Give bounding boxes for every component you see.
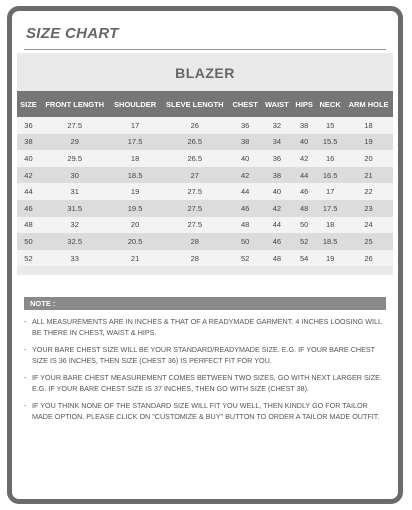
table-cell: 36: [261, 150, 292, 167]
table-cell: 17: [110, 117, 161, 134]
note-item: - IF YOU THINK NONE OF THE STANDARD SIZE WILL FIT YOU WELL, THEN KINDLY GO FOR TAILOR MADE OPTION. PLEASE CLICK ON "CUSTOMIZE & BUY" BUTTON TO ORDER A TAILOR MADE OUTFIT.: [24, 401, 380, 421]
table-cell: 21: [344, 167, 393, 184]
table-cell: 31.5: [40, 200, 110, 217]
table-cell: 40: [292, 134, 316, 151]
title-divider: [24, 49, 386, 50]
table-cell: 17.5: [110, 134, 161, 151]
table-cell: 38: [17, 134, 40, 151]
table-row: [17, 167, 393, 184]
table-cell: 48: [292, 200, 316, 217]
header-waist: WAIST: [261, 91, 292, 117]
table-cell: 15: [316, 117, 344, 134]
table-cell: 22: [344, 183, 393, 200]
table-cell: 20: [344, 150, 393, 167]
table-cell: 18: [316, 217, 344, 234]
table-cell: 19: [316, 250, 344, 267]
table-cell: 42: [229, 167, 262, 184]
table-cell: 27.5: [161, 200, 229, 217]
table-cell: 32.5: [40, 233, 110, 250]
table-cell: 20.5: [110, 233, 161, 250]
note-text: IF YOUR BARE CHEST MEASUREMENT COMES BETWEEN TWO SIZES, GO WITH NEXT LARGER SIZE. E.G. IF YOUR BARE CHEST SIZE IS 37 INCHES, THEN GO WITH SIZE (CHEST 38).: [32, 373, 382, 393]
table-cell: 16.5: [316, 167, 344, 184]
table-cell: 44: [261, 217, 292, 234]
table-row: [17, 233, 393, 250]
table-cell: 20: [110, 217, 161, 234]
table-cell: 27: [161, 167, 229, 184]
table-cell: 26.5: [161, 150, 229, 167]
note-text: ALL MEASUREMENTS ARE IN INCHES & THAT OF A READYMADE GARMENT. 4 INCHES LOOSING WILL BE THERE IN CHEST, WAIST & HIPS.: [32, 317, 382, 337]
note-item: - IF YOUR BARE CHEST MEASUREMENT COMES BETWEEN TWO SIZES, GO WITH NEXT LARGER SIZE. E.G. IF YOUR BARE CHEST SIZE IS 37 INCHES, THEN GO WITH SIZE (CHEST 38).: [24, 373, 382, 393]
table-cell: 48: [17, 217, 40, 234]
table-cell: 19: [344, 134, 393, 151]
table-row: [17, 134, 393, 151]
table-cell: 44: [229, 183, 262, 200]
page-title: SIZE CHART: [26, 25, 119, 42]
size-table: [17, 91, 393, 266]
table-cell: 42: [261, 200, 292, 217]
table-cell: 46: [17, 200, 40, 217]
table-cell: 52: [17, 250, 40, 267]
table-cell: 40: [229, 150, 262, 167]
table-cell: 34: [261, 134, 292, 151]
table-cell: 29: [40, 134, 110, 151]
table-cell: 18.5: [316, 233, 344, 250]
header-sleeve-length: SLEVE LENGTH: [161, 91, 229, 117]
header-neck: NECK: [316, 91, 344, 117]
table-cell: 38: [229, 134, 262, 151]
table-cell: 40: [17, 150, 40, 167]
note-list: [24, 316, 386, 422]
table-cell: 36: [17, 117, 40, 134]
table-cell: 44: [292, 167, 316, 184]
table-cell: 30: [40, 167, 110, 184]
header-front-length: FRONT LENGTH: [40, 91, 110, 117]
table-cell: 26: [344, 250, 393, 267]
table-cell: 21: [110, 250, 161, 267]
table-cell: 36: [229, 117, 262, 134]
table-row: [17, 250, 393, 267]
table-cell: 50: [229, 233, 262, 250]
table-cell: 40: [261, 183, 292, 200]
product-name: BLAZER: [175, 65, 235, 81]
header-chest: CHEST: [229, 91, 262, 117]
table-cell: 29.5: [40, 150, 110, 167]
table-cell: 24: [344, 217, 393, 234]
table-cell: 50: [292, 217, 316, 234]
table-row: [17, 183, 393, 200]
table-cell: 18.5: [110, 167, 161, 184]
header-shoulder: SHOULDER: [110, 91, 161, 117]
table-cell: 32: [261, 117, 292, 134]
header-size: SIZE: [17, 91, 40, 117]
table-cell: 28: [161, 250, 229, 267]
table-cell: 31: [40, 183, 110, 200]
table-header-row: [17, 91, 393, 117]
size-chart-frame: [7, 6, 403, 504]
table-cell: 25: [344, 233, 393, 250]
table-cell: 42: [292, 150, 316, 167]
table-cell: 16: [316, 150, 344, 167]
table-cell: 48: [261, 250, 292, 267]
table-row: [17, 217, 393, 234]
table-cell: 27.5: [161, 217, 229, 234]
table-cell: 17: [316, 183, 344, 200]
table-cell: 46: [261, 233, 292, 250]
table-cell: 48: [229, 217, 262, 234]
table-cell: 38: [261, 167, 292, 184]
note-label: NOTE :: [24, 297, 386, 310]
table-cell: 33: [40, 250, 110, 267]
table-cell: 26.5: [161, 134, 229, 151]
table-cell: 44: [17, 183, 40, 200]
table-cell: 19.5: [110, 200, 161, 217]
note-item: - YOUR BARE CHEST SIZE WILL BE YOUR STANDARD/READYMADE SIZE. E.G. IF YOUR BARE CHEST SIZE IS 36 INCHES, THEN SIZE (CHEST 36) IS PERFECT FIT FOR YOU.: [24, 345, 375, 365]
table-cell: 15.5: [316, 134, 344, 151]
note-item: - ALL MEASUREMENTS ARE IN INCHES & THAT OF A READYMADE GARMENT. 4 INCHES LOOSING WILL BE THERE IN CHEST, WAIST & HIPS.: [24, 317, 382, 337]
table-cell: 27.5: [161, 183, 229, 200]
table-cell: 46: [229, 200, 262, 217]
table-cell: 46: [292, 183, 316, 200]
table-cell: 54: [292, 250, 316, 267]
table-cell: 50: [17, 233, 40, 250]
table-cell: 18: [344, 117, 393, 134]
table-cell: 52: [292, 233, 316, 250]
table-cell: 18: [110, 150, 161, 167]
table-cell: 52: [229, 250, 262, 267]
table-cell: 27.5: [40, 117, 110, 134]
table-cell: 32: [40, 217, 110, 234]
table-body: [17, 117, 393, 266]
table-cell: 28: [161, 233, 229, 250]
table-cell: 26: [161, 117, 229, 134]
table-cell: 17.5: [316, 200, 344, 217]
table-row: [17, 150, 393, 167]
table-cell: 19: [110, 183, 161, 200]
header-hips: HIPS: [292, 91, 316, 117]
table-cell: 23: [344, 200, 393, 217]
table-cell: 42: [17, 167, 40, 184]
table-row: [17, 117, 393, 134]
chart-panel: [17, 53, 393, 275]
note-section: [24, 297, 386, 428]
table-row: [17, 200, 393, 217]
table-cell: 38: [292, 117, 316, 134]
note-text: YOUR BARE CHEST SIZE WILL BE YOUR STANDARD/READYMADE SIZE. E.G. IF YOUR BARE CHEST SIZE IS 36 INCHES, THEN SIZE (CHEST 36) IS PERFECT FIT FOR YOU.: [32, 345, 375, 365]
note-text: IF YOU THINK NONE OF THE STANDARD SIZE WILL FIT YOU WELL, THEN KINDLY GO FOR TAILOR MADE OPTION. PLEASE CLICK ON "CUSTOMIZE & BUY" BUTTON TO ORDER A TAILOR MADE OUTFIT.: [32, 401, 380, 421]
header-arm-hole: ARM HOLE: [344, 91, 393, 117]
